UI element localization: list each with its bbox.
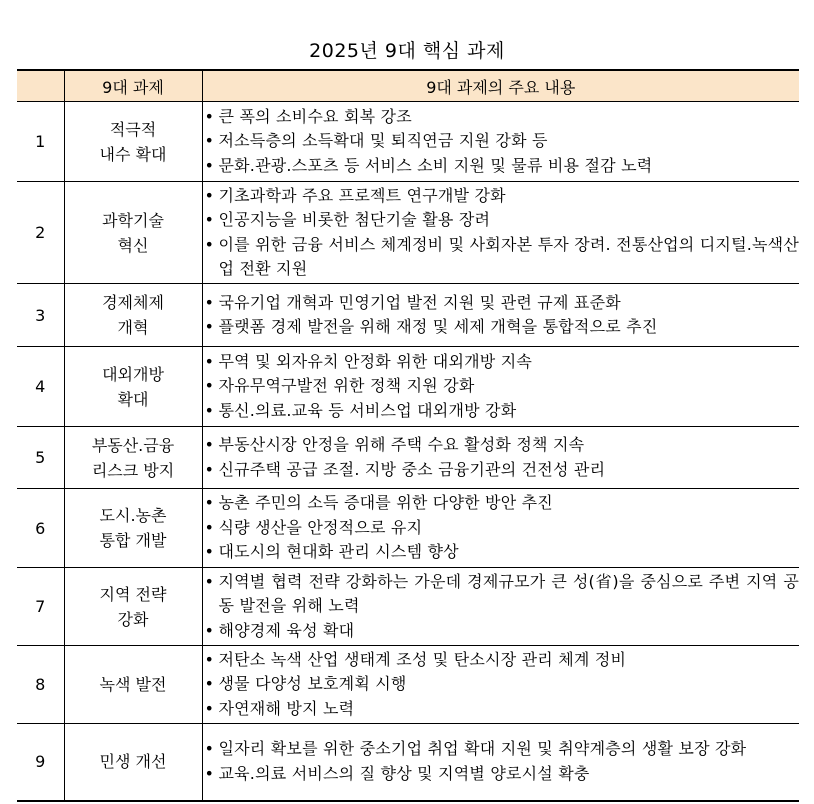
- task-name-line: 도시.농촌: [99, 506, 167, 525]
- task-name-line: 경제체제: [102, 293, 164, 312]
- task-content: [202, 284, 799, 347]
- task-name: [64, 347, 202, 427]
- task-name: [64, 427, 202, 489]
- document-title: 2025년 9대 핵심 과제: [309, 40, 505, 62]
- row-number: 3: [17, 284, 64, 347]
- content-bullet-item: • 자유무역구발전 위한 정책 지원 강화: [203, 374, 800, 399]
- table-row: [17, 427, 799, 489]
- content-bullet-item: • 식량 생산을 안정적으로 유지: [203, 516, 800, 541]
- content-bullet-item: • 큰 폭의 소비수요 회복 강조: [203, 105, 800, 130]
- task-name-line: 과학기술: [102, 210, 164, 230]
- content-bullet-item: • 생물 다양성 보호계획 시행: [203, 672, 800, 697]
- table-row: [17, 347, 799, 427]
- task-content: [202, 489, 799, 568]
- row-number: 1: [17, 102, 64, 182]
- task-content: [202, 182, 799, 284]
- table-row: [17, 646, 799, 724]
- row-number: 4: [17, 347, 64, 427]
- content-bullet-item: • 자연재해 방지 노력: [203, 697, 800, 722]
- table-row: [17, 489, 799, 568]
- content-bullet-item: • 기초과학과 주요 프로젝트 연구개발 강화: [203, 184, 800, 209]
- row-number: 2: [17, 182, 64, 284]
- core-tasks-table: [17, 69, 799, 802]
- task-name-line: 내수 확대: [99, 144, 167, 164]
- task-content: [202, 347, 799, 427]
- table-row: [17, 102, 799, 182]
- content-bullet-item: • 지역별 협력 전략 강화하는 가운데 경제규모가 큰 성(省)을 중심으로 주변 지역 공동 발전을 위해 노력: [203, 570, 800, 619]
- task-name-line: 지역 전략: [99, 584, 167, 604]
- content-bullet-item: • 신규주택 공급 조절. 지방 중소 금융기관의 건전성 관리: [203, 458, 800, 483]
- content-bullet-item: • 저소득층의 소득확대 및 퇴직연금 지원 강화 등: [203, 129, 800, 154]
- content-bullet-item: • 일자리 확보를 위한 중소기업 취업 확대 지원 및 취약계층의 생활 보장 강화: [203, 737, 800, 762]
- row-number: 8: [17, 646, 64, 724]
- row-number: 6: [17, 489, 64, 568]
- content-bullet-item: • 인공지능을 비롯한 첨단기술 활용 장려: [203, 208, 800, 233]
- task-name-line: 대외개방: [102, 364, 164, 384]
- content-bullet-item: • 무역 및 외자유치 안정화 위한 대외개방 지속: [203, 350, 800, 375]
- content-bullet-item: • 플랫폼 경제 발전을 위해 재정 및 세제 개혁을 통합적으로 추진: [203, 315, 800, 340]
- task-name: [64, 646, 202, 724]
- content-bullet-item: • 농촌 주민의 소득 증대를 위한 다양한 방안 추진: [203, 491, 800, 516]
- content-bullet-item: • 해양경제 육성 확대: [203, 619, 800, 644]
- task-name-line: 혁신: [117, 235, 149, 255]
- task-name-line: 부동산.금융: [91, 435, 175, 455]
- content-bullet-item: • 이를 위한 금융 서비스 체계정비 및 사회자본 투자 장려. 전통산업의 디지털.녹색산업 전환 지원: [203, 233, 800, 282]
- content-bullet-item: • 국유기업 개혁과 민영기업 발전 지원 및 관련 규제 표준화: [203, 291, 800, 316]
- task-name-line: 강화: [117, 609, 149, 629]
- task-name-line: 통합 개발: [99, 531, 167, 550]
- content-bullet-item: • 저탄소 녹색 산업 생태계 조성 및 탄소시장 관리 체계 정비: [203, 648, 800, 673]
- table-row: [17, 182, 799, 284]
- content-bullet-item: • 부동산시장 안정을 위해 주택 수요 활성화 정책 지속: [203, 433, 800, 458]
- header-content: 9대 과제의 주요 내용: [202, 70, 799, 102]
- task-name: [64, 284, 202, 347]
- content-bullet-item: • 문화.관광.스포츠 등 서비스 소비 지원 및 물류 비용 절감 노력: [203, 154, 800, 179]
- task-content: [202, 568, 799, 646]
- task-name-line: 리스크 방지: [91, 460, 175, 480]
- task-name-line: 확대: [117, 389, 149, 409]
- task-name-line: 녹색 발전: [99, 675, 167, 694]
- task-name: [64, 182, 202, 284]
- task-content: [202, 646, 799, 724]
- table-row: [17, 724, 799, 801]
- task-name-line: 적극적: [109, 119, 157, 139]
- task-name-line: 개혁: [117, 318, 149, 337]
- header-task: 9대 과제: [64, 70, 202, 102]
- row-number: 5: [17, 427, 64, 489]
- table-header-row: [17, 70, 799, 102]
- table-row: [17, 284, 799, 347]
- task-name: [64, 568, 202, 646]
- task-name: [64, 724, 202, 801]
- row-number: 9: [17, 724, 64, 801]
- content-bullet-item: • 교육.의료 서비스의 질 향상 및 지역별 양로시설 확충: [203, 762, 800, 787]
- task-name-line: 민생 개선: [99, 752, 167, 772]
- content-bullet-item: • 대도시의 현대화 관리 시스템 향상: [203, 540, 800, 565]
- task-name: [64, 102, 202, 182]
- header-number: [17, 70, 64, 102]
- task-content: [202, 102, 799, 182]
- table-row: [17, 568, 799, 646]
- task-content: [202, 427, 799, 489]
- row-number: 7: [17, 568, 64, 646]
- task-content: [202, 724, 799, 801]
- task-name: [64, 489, 202, 568]
- content-bullet-item: • 통신.의료.교육 등 서비스업 대외개방 강화: [203, 399, 800, 424]
- table-body: [17, 102, 799, 801]
